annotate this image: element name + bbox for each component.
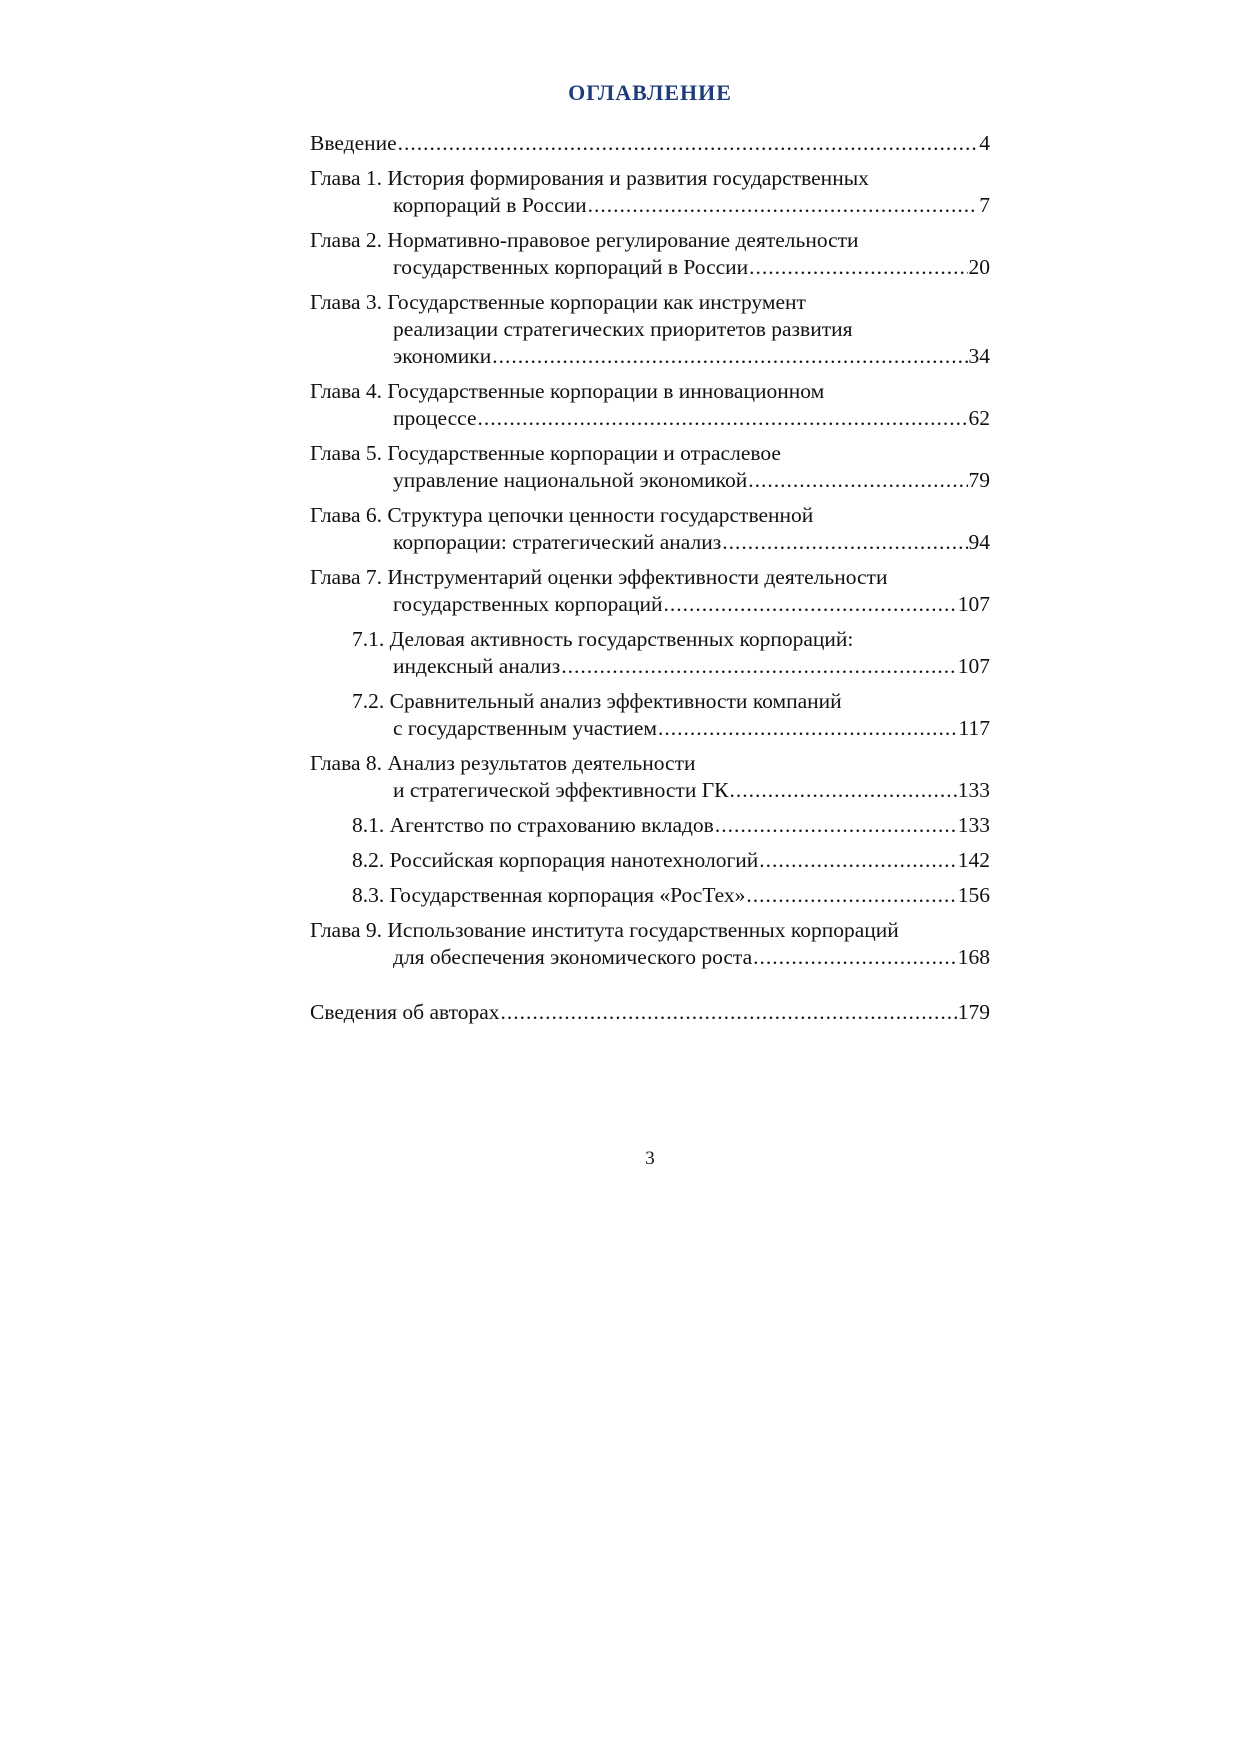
- toc-entry-title: Государственные корпорации в инновационном: [387, 379, 825, 403]
- toc-entry-section-8-2[interactable]: [310, 847, 990, 874]
- toc-entry-title: Анализ результатов деятельности: [387, 751, 696, 775]
- toc-title: ОГЛАВЛЕНИЕ: [568, 80, 732, 105]
- dot-leader: [398, 130, 979, 157]
- toc-entry-title: Структура цепочки ценности государственной: [387, 503, 814, 527]
- toc-entry-prefix: 7.2.: [352, 689, 385, 713]
- toc-entry-title-cont: государственных корпораций: [393, 592, 663, 616]
- dot-leader: [759, 847, 956, 874]
- toc-entry-title-cont: для обеспечения экономического роста: [393, 945, 753, 969]
- toc-entry-chapter-6[interactable]: [310, 502, 990, 556]
- toc-page-number: 107: [957, 654, 990, 678]
- toc-entry-chapter-8[interactable]: [310, 750, 990, 804]
- toc-entry-prefix: 8.2.: [352, 848, 385, 872]
- toc-entry-title-cont: индексный анализ: [393, 654, 561, 678]
- dot-leader: [492, 343, 967, 370]
- toc-page-number: 142: [957, 848, 990, 872]
- toc-entry-title: История формирования и развития государственных: [387, 166, 869, 190]
- toc-entry-chapter-2[interactable]: [310, 227, 990, 281]
- dot-leader: [501, 999, 957, 1026]
- toc-entry-title-cont: корпораций в России: [393, 193, 587, 217]
- toc-page-number: 168: [957, 945, 990, 969]
- toc-page-number: 133: [957, 778, 990, 802]
- toc-entry-section-8-1[interactable]: [310, 812, 990, 839]
- toc-entry-title: Нормативно-правовое регулирование деятельности: [387, 228, 859, 252]
- toc-page-number: 4: [979, 131, 990, 155]
- toc-entry-prefix: Глава 3.: [310, 290, 382, 314]
- dot-leader: [729, 777, 956, 804]
- toc-page-number: 34: [968, 344, 990, 368]
- toc-page-number: 107: [957, 592, 990, 616]
- toc-entry-title: Государственные корпорации как инструмент: [387, 290, 806, 314]
- toc-entry-title-cont: процессе: [393, 406, 477, 430]
- toc-page-number: 117: [958, 716, 990, 740]
- toc-entry-chapter-3[interactable]: [310, 289, 990, 370]
- toc-entry-title: Сравнительный анализ эффективности компаний: [389, 689, 842, 713]
- toc-entry-prefix: Глава 5.: [310, 441, 382, 465]
- page-number: 3: [645, 1148, 655, 1169]
- toc-entry-prefix: 8.3.: [352, 883, 385, 907]
- toc-page-number: 62: [968, 406, 990, 430]
- toc-entry-title: Сведения об авторах: [310, 1000, 500, 1024]
- toc-page-number: 156: [957, 883, 990, 907]
- dot-leader: [748, 467, 967, 494]
- toc-page-number: 94: [968, 530, 990, 554]
- toc-entry-title: Государственная корпорация «РосТех»: [389, 883, 746, 907]
- dot-leader: [663, 591, 956, 618]
- table-of-contents: [310, 130, 990, 1026]
- dot-leader: [749, 254, 967, 281]
- toc-entry-section-7-1[interactable]: [310, 626, 990, 680]
- toc-entry-prefix: Глава 4.: [310, 379, 382, 403]
- toc-entry-title-cont: управление национальной экономикой: [393, 468, 748, 492]
- toc-entry-title: Инструментарий оценки эффективности деятельности: [387, 565, 888, 589]
- toc-entry-prefix: Глава 8.: [310, 751, 382, 775]
- dot-leader: [715, 812, 957, 839]
- toc-entry-title-cont: государственных корпораций в России: [393, 255, 749, 279]
- toc-entry-chapter-5[interactable]: [310, 440, 990, 494]
- toc-entry-title: Государственные корпорации и отраслевое: [387, 441, 781, 465]
- dot-leader: [588, 192, 979, 219]
- toc-entry-section-8-3[interactable]: [310, 882, 990, 909]
- dot-leader: [658, 715, 958, 742]
- toc-entry-chapter-9[interactable]: [310, 917, 990, 971]
- toc-entry-prefix: Глава 2.: [310, 228, 382, 252]
- toc-entry-prefix: Глава 6.: [310, 503, 382, 527]
- toc-entry-introduction[interactable]: [310, 130, 990, 157]
- dot-leader: [753, 944, 957, 971]
- dot-leader: [561, 653, 956, 680]
- toc-entry-prefix: Глава 9.: [310, 918, 382, 942]
- toc-entry-prefix: Глава 1.: [310, 166, 382, 190]
- toc-entry-title-cont: и стратегической эффективности ГК: [393, 778, 729, 802]
- toc-entry-title-cont: экономики: [393, 344, 492, 368]
- toc-entry-chapter-7[interactable]: [310, 564, 990, 618]
- toc-entry-title: Использование института государственных корпораций: [387, 918, 899, 942]
- toc-entry-title: Деловая активность государственных корпораций:: [389, 627, 854, 651]
- toc-page-number: 133: [957, 813, 990, 837]
- toc-entry-title: Агентство по страхованию вкладов: [389, 813, 714, 837]
- dot-leader: [746, 882, 956, 909]
- toc-entry-title: Введение: [310, 131, 397, 155]
- dot-leader: [477, 405, 967, 432]
- toc-entry-chapter-4[interactable]: [310, 378, 990, 432]
- toc-entry-prefix: Глава 7.: [310, 565, 382, 589]
- toc-entry-prefix: 7.1.: [352, 627, 385, 651]
- toc-page-number: 79: [968, 468, 990, 492]
- toc-page-number: 20: [968, 255, 990, 279]
- toc-entry-prefix: 8.1.: [352, 813, 385, 837]
- toc-entry-title-cont: реализации стратегических приоритетов развития: [393, 317, 853, 341]
- toc-page-number: 179: [957, 1000, 990, 1024]
- toc-entry-title-cont: с государственным участием: [393, 716, 658, 740]
- toc-page-number: 7: [979, 193, 990, 217]
- toc-entry-chapter-1[interactable]: [310, 165, 990, 219]
- toc-entry-section-7-2[interactable]: [310, 688, 990, 742]
- toc-entry-authors[interactable]: [310, 999, 990, 1026]
- dot-leader: [722, 529, 967, 556]
- toc-entry-title: Российская корпорация нанотехнологий: [389, 848, 759, 872]
- toc-entry-title-cont: корпорации: стратегический анализ: [393, 530, 722, 554]
